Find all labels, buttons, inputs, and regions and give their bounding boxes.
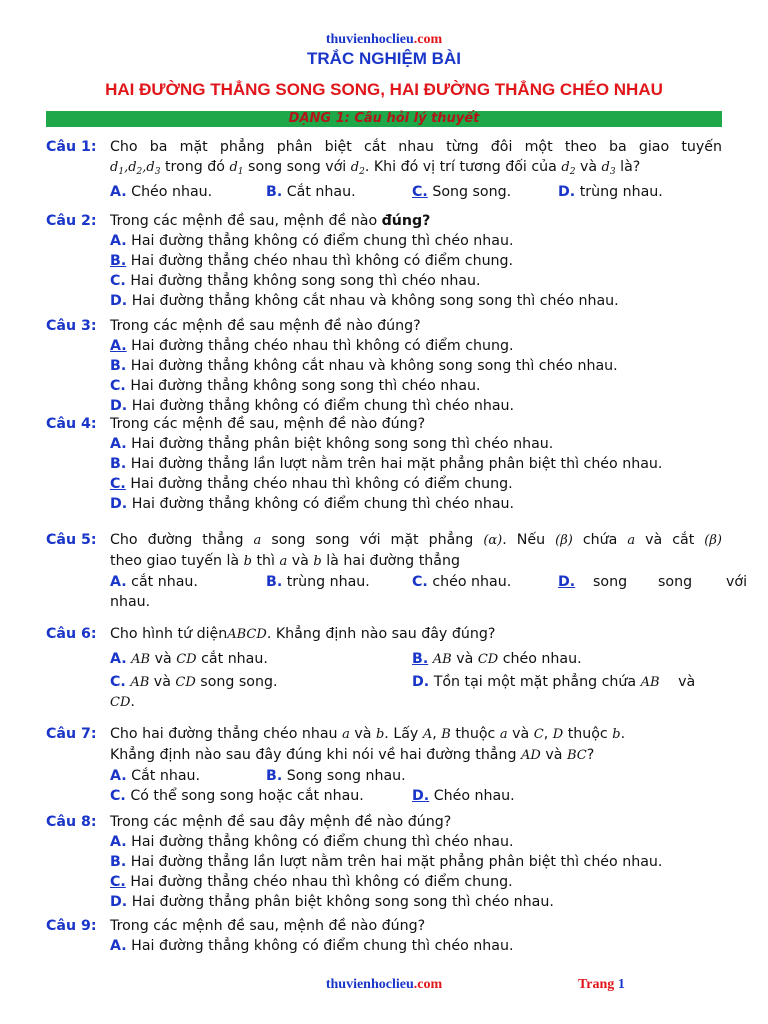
question-number: Câu 8: <box>46 814 97 830</box>
question-8 <box>46 812 722 912</box>
question-number: Câu 9: <box>46 918 97 934</box>
answer-c[interactable]: C. Có thể song song hoặc cắt nhau. <box>110 788 364 804</box>
question-text: Cho đường thẳng a song song với mặt phẳng (α). Nếu (β) chứa a và cắt (β) <box>110 532 722 548</box>
question-text: Trong các mệnh đề sau đây mệnh đề nào đúng? <box>110 814 452 830</box>
question-2 <box>46 211 722 311</box>
answer-a[interactable]: A. AB và CD cắt nhau. <box>110 651 268 667</box>
question-text: Cho ba mặt phẳng phân biệt cắt nhau từng đôi một theo ba giao tuyến <box>110 139 722 155</box>
answer-b[interactable]: B. Hai đường thẳng chéo nhau thì không có điểm chung. <box>110 253 514 269</box>
answer-d[interactable]: D. Tồn tại một mặt phẳng chứa AB và <box>412 674 696 690</box>
answer-d[interactable]: D. Hai đường thẳng không có điểm chung thì chéo nhau. <box>110 398 515 414</box>
answer-c[interactable]: C. chéo nhau. <box>412 574 512 590</box>
answer-b[interactable]: B. AB và CD chéo nhau. <box>412 651 582 667</box>
answer-row-cd <box>110 786 722 806</box>
question-5: Câu 5: Cho đường thẳng a song song với mặt phẳng (α). Nếu (β) chứa a và cắt (β) theo giao tuyến là b thì a và b là hai đường thẳng A. cắt nhau. B. trùng nhau. C. chéo nhau. D. song song với nhau. <box>46 532 748 610</box>
question-number: Câu 7: <box>46 726 97 742</box>
answer-a[interactable]: A. Hai đường thẳng không có điểm chung thì chéo nhau. <box>110 233 514 249</box>
page-number: Trang 1 <box>578 977 625 992</box>
answer-a[interactable]: A. Hai đường thẳng không có điểm chung thì chéo nhau. <box>110 834 514 850</box>
answer-c[interactable]: C. Hai đường thẳng không song song thì chéo nhau. <box>110 378 481 394</box>
doc-subtitle: HAI ĐƯỜNG THẲNG SONG SONG, HAI ĐƯỜNG THẲNG CHÉO NHAU <box>105 80 663 99</box>
answer-d[interactable]: D. <box>558 574 576 590</box>
answer-d[interactable]: D. Hai đường thẳng phân biệt không song song thì chéo nhau. <box>110 894 554 910</box>
question-6: Câu 6: Cho hình tứ diệnABCD. Khẳng định nào sau đây đúng? A. AB và CD cắt nhau. B. AB và CD chéo nhau. C. AB và CD song song. D. Tồn tại một mặt phẳng chứa AB và CD. <box>46 624 722 713</box>
question-text: Trong các mệnh đề sau, mệnh đề nào đúng? <box>110 213 431 229</box>
question-text-line2: $d_1,d_2,d_3$ trong đó $d_1$ song song với $d_2$. Khi đó vị trí tương đối của $d_2$ và $d_3$ là? <box>110 159 641 177</box>
answer-a[interactable]: A. Hai đường thẳng phân biệt không song song thì chéo nhau. <box>110 436 554 452</box>
answer-b[interactable]: B. trùng nhau. <box>266 574 370 590</box>
question-text: Cho hình tứ diệnABCD. Khẳng định nào sau đây đúng? <box>110 626 496 642</box>
question-text: Cho hai đường thẳng chéo nhau a và b. Lấy A, B thuộc a và C, D thuộc b. <box>110 726 626 742</box>
answer-row-ab <box>110 649 722 669</box>
question-text: Trong các mệnh đề sau, mệnh đề nào đúng? <box>110 918 426 934</box>
doc-title: TRẮC NGHIỆM BÀI <box>307 49 461 68</box>
question-number: Câu 6: <box>46 626 97 642</box>
question-7 <box>46 724 722 806</box>
answer-c[interactable]: C. Hai đường thẳng chéo nhau thì không có điểm chung. <box>110 476 513 492</box>
answer-a[interactable]: A. Chéo nhau. <box>110 184 213 200</box>
question-number: Câu 4: <box>46 416 97 432</box>
question-number: Câu 1: <box>46 139 97 155</box>
question-3 <box>46 316 722 416</box>
site-name-header: thuvienhoclieu.com <box>325 32 443 47</box>
question-text-line2: theo giao tuyến là b thì a và b là hai đường thẳng <box>110 553 460 569</box>
question-number: Câu 5: <box>46 532 97 548</box>
question-text-line2: Khẳng định nào sau đây đúng khi nói về hai đường thẳng AD và BC? <box>110 747 595 763</box>
answer-b[interactable]: B. Song song nhau. <box>266 768 406 784</box>
answer-a[interactable]: A. Cắt nhau. <box>110 768 201 784</box>
answer-c[interactable]: C. Song song. <box>412 184 512 200</box>
answer-c[interactable]: C. AB và CD song song. <box>110 674 278 690</box>
question-1 <box>46 137 722 202</box>
answer-b[interactable]: B. Hai đường thẳng không cắt nhau và không song song thì chéo nhau. <box>110 358 618 374</box>
question-9 <box>46 916 722 956</box>
answer-a[interactable]: A. cắt nhau. <box>110 574 198 590</box>
question-number: Câu 3: <box>46 318 97 334</box>
answer-row-cd <box>110 672 722 692</box>
question-4 <box>46 414 722 514</box>
answer-d[interactable]: D. Hai đường thẳng không có điểm chung thì chéo nhau. <box>110 496 515 512</box>
answer-row <box>110 182 722 202</box>
answer-c[interactable]: C. Hai đường thẳng chéo nhau thì không có điểm chung. <box>110 874 513 890</box>
answer-b[interactable]: B. Cắt nhau. <box>266 184 356 200</box>
question-text: Trong các mệnh đề sau mệnh đề nào đúng? <box>110 318 421 334</box>
answer-a[interactable]: A. Hai đường thẳng chéo nhau thì không có điểm chung. <box>110 338 514 354</box>
answer-row: A. cắt nhau. B. trùng nhau. C. chéo nhau. D. song song với <box>110 574 748 590</box>
answer-d[interactable]: D. Hai đường thẳng không cắt nhau và không song song thì chéo nhau. <box>110 293 619 309</box>
answer-c[interactable]: C. Hai đường thẳng không song song thì chéo nhau. <box>110 273 481 289</box>
answer-row-ab <box>110 766 722 786</box>
answer-a[interactable]: A. Hai đường thẳng không có điểm chung thì chéo nhau. <box>110 938 514 954</box>
answer-d[interactable]: D. Chéo nhau. <box>412 788 515 804</box>
question-text: Trong các mệnh đề sau, mệnh đề nào đúng? <box>110 416 426 432</box>
answer-b[interactable]: B. Hai đường thẳng lần lượt nằm trên hai mặt phẳng phân biệt thì chéo nhau. <box>110 456 663 472</box>
answer-b[interactable]: B. Hai đường thẳng lần lượt nằm trên hai mặt phẳng phân biệt thì chéo nhau. <box>110 854 663 870</box>
answer-d[interactable]: D. trùng nhau. <box>558 184 663 200</box>
question-number: Câu 2: <box>46 213 97 229</box>
section-band: DẠNG 1: Câu hỏi lý thuyết <box>46 111 722 127</box>
site-name-footer: thuvienhoclieu.com <box>325 977 443 992</box>
